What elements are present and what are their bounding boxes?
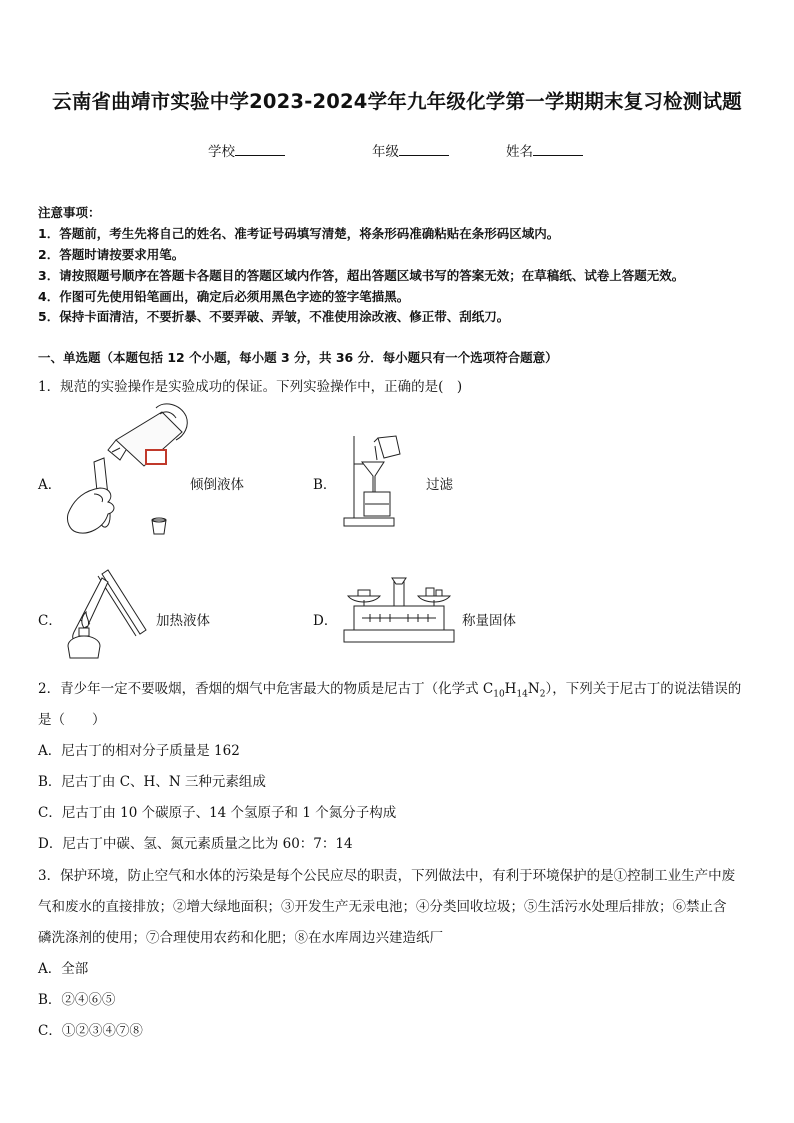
question-3-stem-line: 3．保护环境，防止空气和水体的污染是每个公民应尽的职责，下列做法中，有利于环境保护的是①控制工业生产中废	[38, 868, 736, 884]
name-field	[506, 140, 583, 160]
q2-sub-10: 10	[493, 689, 505, 700]
option-item[interactable]: B．尼古丁由 C、H、N 三种元素组成	[38, 774, 266, 790]
question-2-stem-line2: 是（ ）	[38, 712, 106, 728]
option-item[interactable]: B．②④⑥⑤	[38, 992, 116, 1008]
q2-h: H	[504, 681, 517, 697]
option-item[interactable]: A．全部	[38, 961, 89, 977]
option-b-letter[interactable]: B．	[313, 477, 337, 493]
q2-sub-2: 2	[539, 689, 546, 700]
q2-n: N	[527, 681, 540, 697]
section-heading: 一、单选题（本题包括 12 个小题，每小题 3 分，共 36 分．每小题只有一个选项符合题意）	[38, 350, 558, 365]
notice-item: 5．保持卡面清洁，不要折暴、不要弄破、弄皱，不准使用涂改液、修正带、刮纸刀。	[38, 309, 510, 324]
heating-liquid-icon	[62, 570, 152, 662]
pouring-liquid-icon	[64, 402, 189, 552]
notice-heading: 注意事项：	[38, 205, 101, 220]
option-item[interactable]: C．①②③④⑦⑧	[38, 1023, 143, 1039]
q2-stem-part-b: ），下列关于尼古丁的说法错误的	[545, 681, 742, 697]
option-a-caption: 倾倒液体	[190, 477, 244, 493]
exam-title: 云南省曲靖市实验中学2023-2024学年九年级化学第一学期期末复习检测试题	[52, 90, 742, 113]
option-item[interactable]: C．尼古丁由 10 个碳原子、14 个氢原子和 1 个氮分子构成	[38, 805, 397, 821]
q2-stem-part-a: 2．青少年一定不要吸烟，香烟的烟气中危害最大的物质是尼古丁（化学式 C	[38, 681, 494, 697]
name-label: 姓名	[506, 144, 533, 160]
notice-item: 4．作图可先使用铅笔画出，确定后必须用黑色字迹的签字笔描黑。	[38, 289, 410, 304]
notice-item: 2．答题时请按要求用笔。	[38, 247, 185, 262]
notice-item: 3．请按照题号顺序在答题卡各题目的答题区域内作答，超出答题区域书写的答案无效；在草稿纸、试卷上答题无效。	[38, 268, 685, 283]
option-d-caption: 称量固体	[462, 613, 516, 629]
school-blank[interactable]	[235, 141, 285, 156]
option-c-letter[interactable]: C．	[38, 613, 62, 629]
question-2-stem-line1	[38, 677, 741, 700]
grade-field	[372, 140, 449, 160]
grade-label: 年级	[372, 144, 399, 160]
school-label: 学校	[208, 144, 235, 160]
notice-item: 1．答题前，考生先将自己的姓名、准考证号码填写清楚，将条形码准确粘贴在条形码区域内。	[38, 226, 560, 241]
name-blank[interactable]	[533, 141, 583, 156]
question-1-stem: 1．规范的实验操作是实验成功的保证。下列实验操作中，正确的是( )	[38, 379, 463, 395]
option-a-letter[interactable]: A．	[38, 477, 62, 493]
school-field	[208, 140, 285, 160]
q2-sub-14: 14	[516, 689, 528, 700]
option-d-letter[interactable]: D．	[313, 613, 338, 629]
filtration-icon	[340, 432, 410, 530]
option-item[interactable]: D．尼古丁中碳、氢、氮元素质量之比为 60：7：14	[38, 836, 353, 852]
option-c-caption: 加热液体	[156, 613, 210, 629]
question-3-stem-line: 磷洗涤剂的使用；⑦合理使用农药和化肥；⑧在水库周边兴建造纸厂	[38, 930, 443, 946]
question-3-stem-line: 气和废水的直接排放；②增大绿地面积；③开发生产无汞电池；④分类回收垃圾；⑤生活污水处理后排放；⑥禁止含	[38, 899, 727, 915]
grade-blank[interactable]	[399, 141, 449, 156]
option-item[interactable]: A．尼古丁的相对分子质量是 162	[38, 743, 240, 759]
option-b-caption: 过滤	[426, 477, 453, 493]
balance-scale-icon	[340, 574, 458, 646]
